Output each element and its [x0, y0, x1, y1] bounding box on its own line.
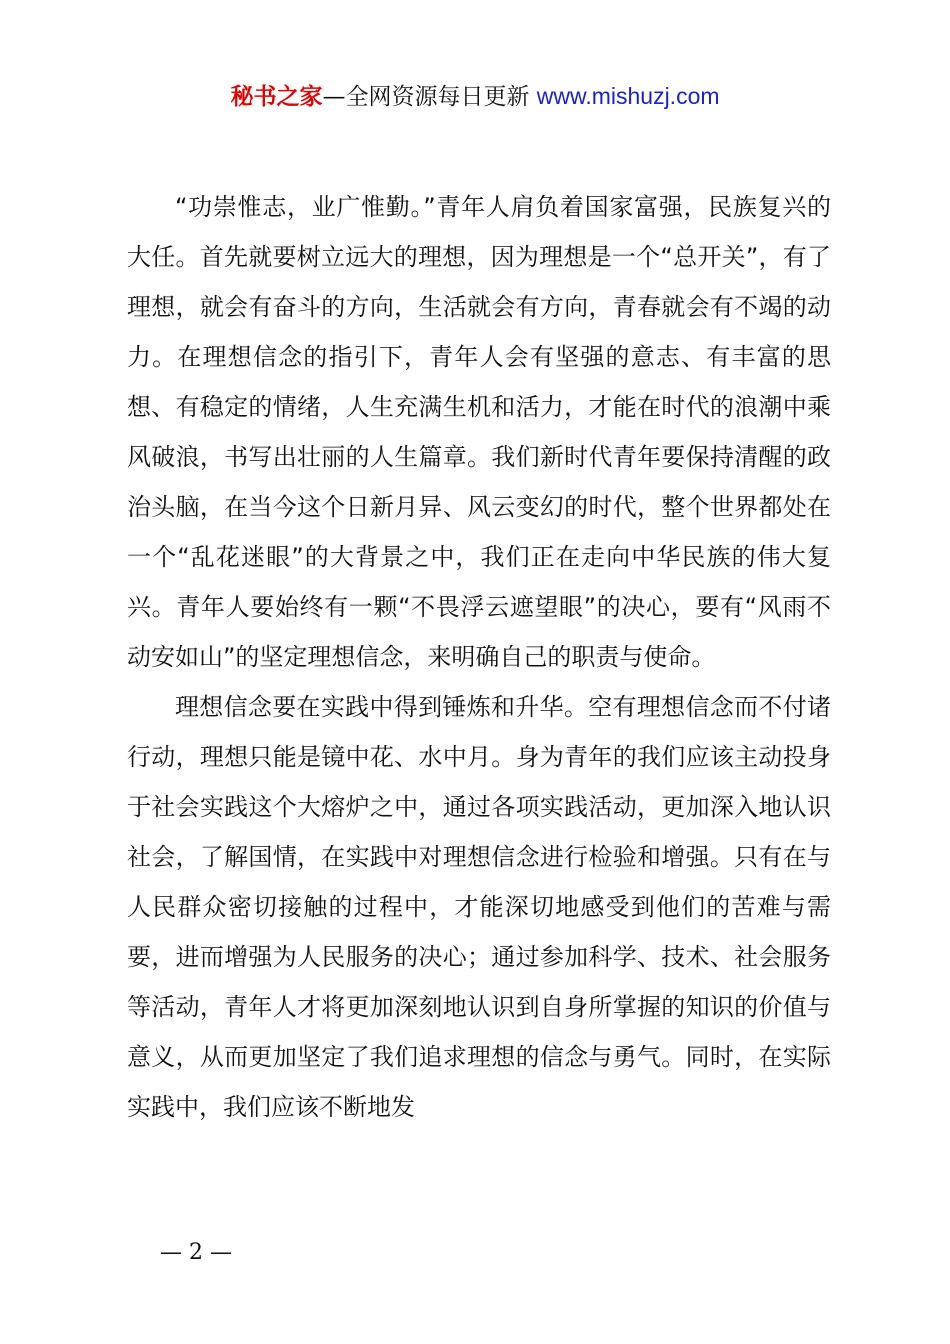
site-name: 秘书之家 [230, 84, 323, 110]
paragraph-1: “功崇惟志，业广惟勤。”青年人肩负着国家富强，民族复兴的大任。首先就要树立远大的理想，因为理想是一个“总开关”，有了理想，就会有奋斗的方向，生活就会有方向，青春就会有不竭的动力。在理想信念的指引下，青年人会有坚强的意志、有丰富的思想、有稳定的情绪，人生充满生机和活力，才能在时代的浪潮中乘风破浪，书写出壮丽的人生篇章。我们新时代青年要保持清醒的政治头脑，在当今这个日新月异、风云变幻的时代，整个世界都处在一个“乱花迷眼”的大背景之中，我们正在走向中华民族的伟大复兴。青年人要始终有一颗“不畏浮云遮望眼”的决心，要有“风雨不动安如山”的坚定理想信念，来明确自己的职责与使命。 [127, 193, 831, 671]
header-slogan: —全网资源每日更新 [322, 84, 530, 110]
page-header [0, 78, 950, 115]
page-number: — 2 — [160, 1240, 232, 1265]
document-body [127, 182, 831, 1132]
paragraph-2: 理想信念要在实践中得到锤炼和升华。空有理想信念而不付诸行动，理想只能是镜中花、水中月。身为青年的我们应该主动投身于社会实践这个大熔炉之中，通过各项实践活动，更加深入地认识社会，了解国情，在实践中对理想信念进行检验和增强。只有在与人民群众密切接触的过程中，才能深切地感受到他们的苦难与需要，进而增强为人民服务的决心；通过参加科学、技术、社会服务等活动，青年人才将更加深刻地认识到自身所掌握的知识的价值与意义，从而更加坚定了我们追求理想的信念与勇气。同时，在实际实践中，我们应该不断地发 [127, 693, 831, 1121]
site-url-link[interactable]: www.mishuzj.com [536, 83, 720, 109]
